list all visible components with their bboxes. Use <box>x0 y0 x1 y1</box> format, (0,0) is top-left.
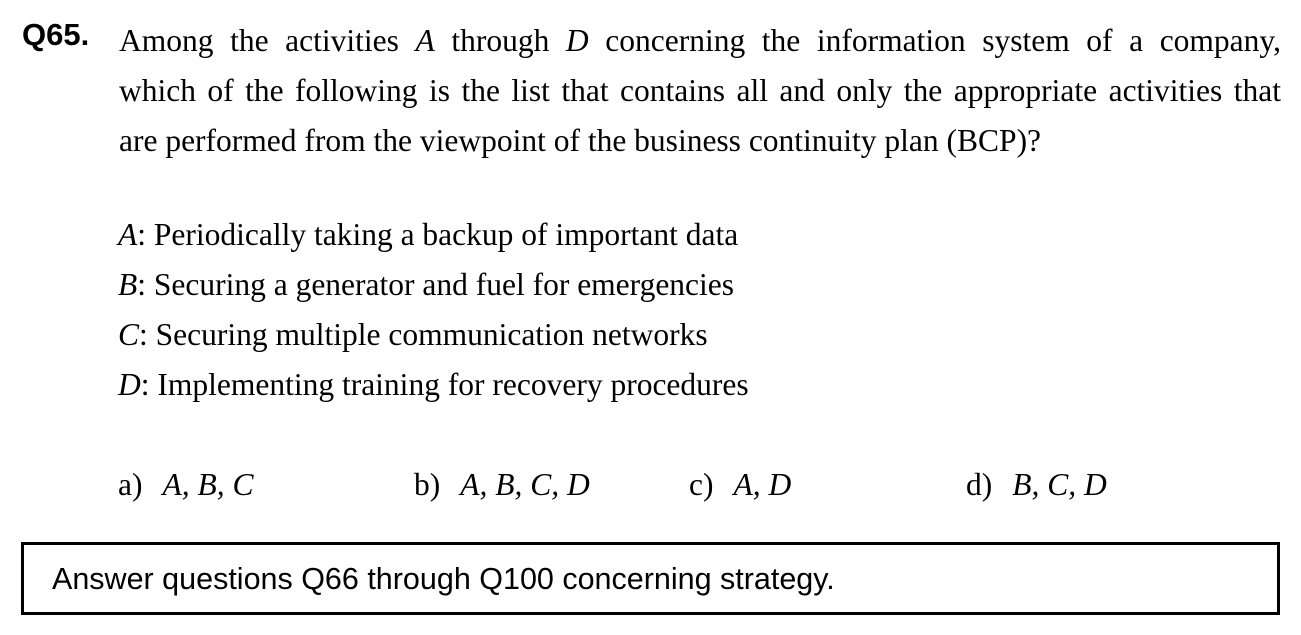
answer-option-b[interactable] <box>414 460 590 510</box>
activity-letter: B <box>118 267 138 302</box>
activity-item-d <box>118 360 749 410</box>
activity-text: : Securing multiple communication networks <box>139 317 708 352</box>
activity-text: : Implementing training for recovery procedures <box>140 367 749 402</box>
option-text: A, D <box>733 467 792 502</box>
stem-line-3 <box>119 116 1281 166</box>
section-notice-box <box>21 542 1280 615</box>
stem-line-2 <box>119 66 1281 116</box>
activity-letter: C <box>118 317 140 352</box>
activity-text: : Periodically taking a backup of important data <box>137 217 739 252</box>
stem-variable: D <box>565 23 589 58</box>
activity-item-a <box>118 210 749 260</box>
stem-line-1 <box>119 16 1281 66</box>
stem-text: Among the activities <box>119 23 416 58</box>
option-label: c) <box>689 467 714 502</box>
question-stem <box>119 16 1281 166</box>
option-label: a) <box>118 467 143 502</box>
stem-text: are performed from the viewpoint of the business continuity plan (BCP)? <box>119 123 1042 158</box>
stem-text: through <box>434 23 566 58</box>
option-label: b) <box>414 467 441 502</box>
activity-list <box>118 210 749 410</box>
option-label: d) <box>966 467 993 502</box>
stem-text: which of the following is the list that contains all and only the appropriate activities that <box>119 73 1281 108</box>
activity-letter: A <box>118 217 138 252</box>
activity-text: : Securing a generator and fuel for emergencies <box>137 267 735 302</box>
answer-option-a[interactable] <box>118 460 253 510</box>
question-number: Q65. <box>22 17 90 52</box>
answer-option-c[interactable] <box>689 460 791 510</box>
answer-option-d[interactable] <box>966 460 1107 510</box>
option-text: A, B, C, D <box>460 467 590 502</box>
activity-letter: D <box>118 367 141 402</box>
activity-item-b <box>118 260 749 310</box>
option-text: A, B, C <box>162 467 254 502</box>
stem-variable: A <box>415 23 435 58</box>
stem-text: concerning the information system of a company, <box>588 23 1281 58</box>
section-notice-text: Answer questions Q66 through Q100 concerning strategy. <box>52 562 835 596</box>
option-text: B, C, D <box>1012 467 1107 502</box>
activity-item-c <box>118 310 749 360</box>
